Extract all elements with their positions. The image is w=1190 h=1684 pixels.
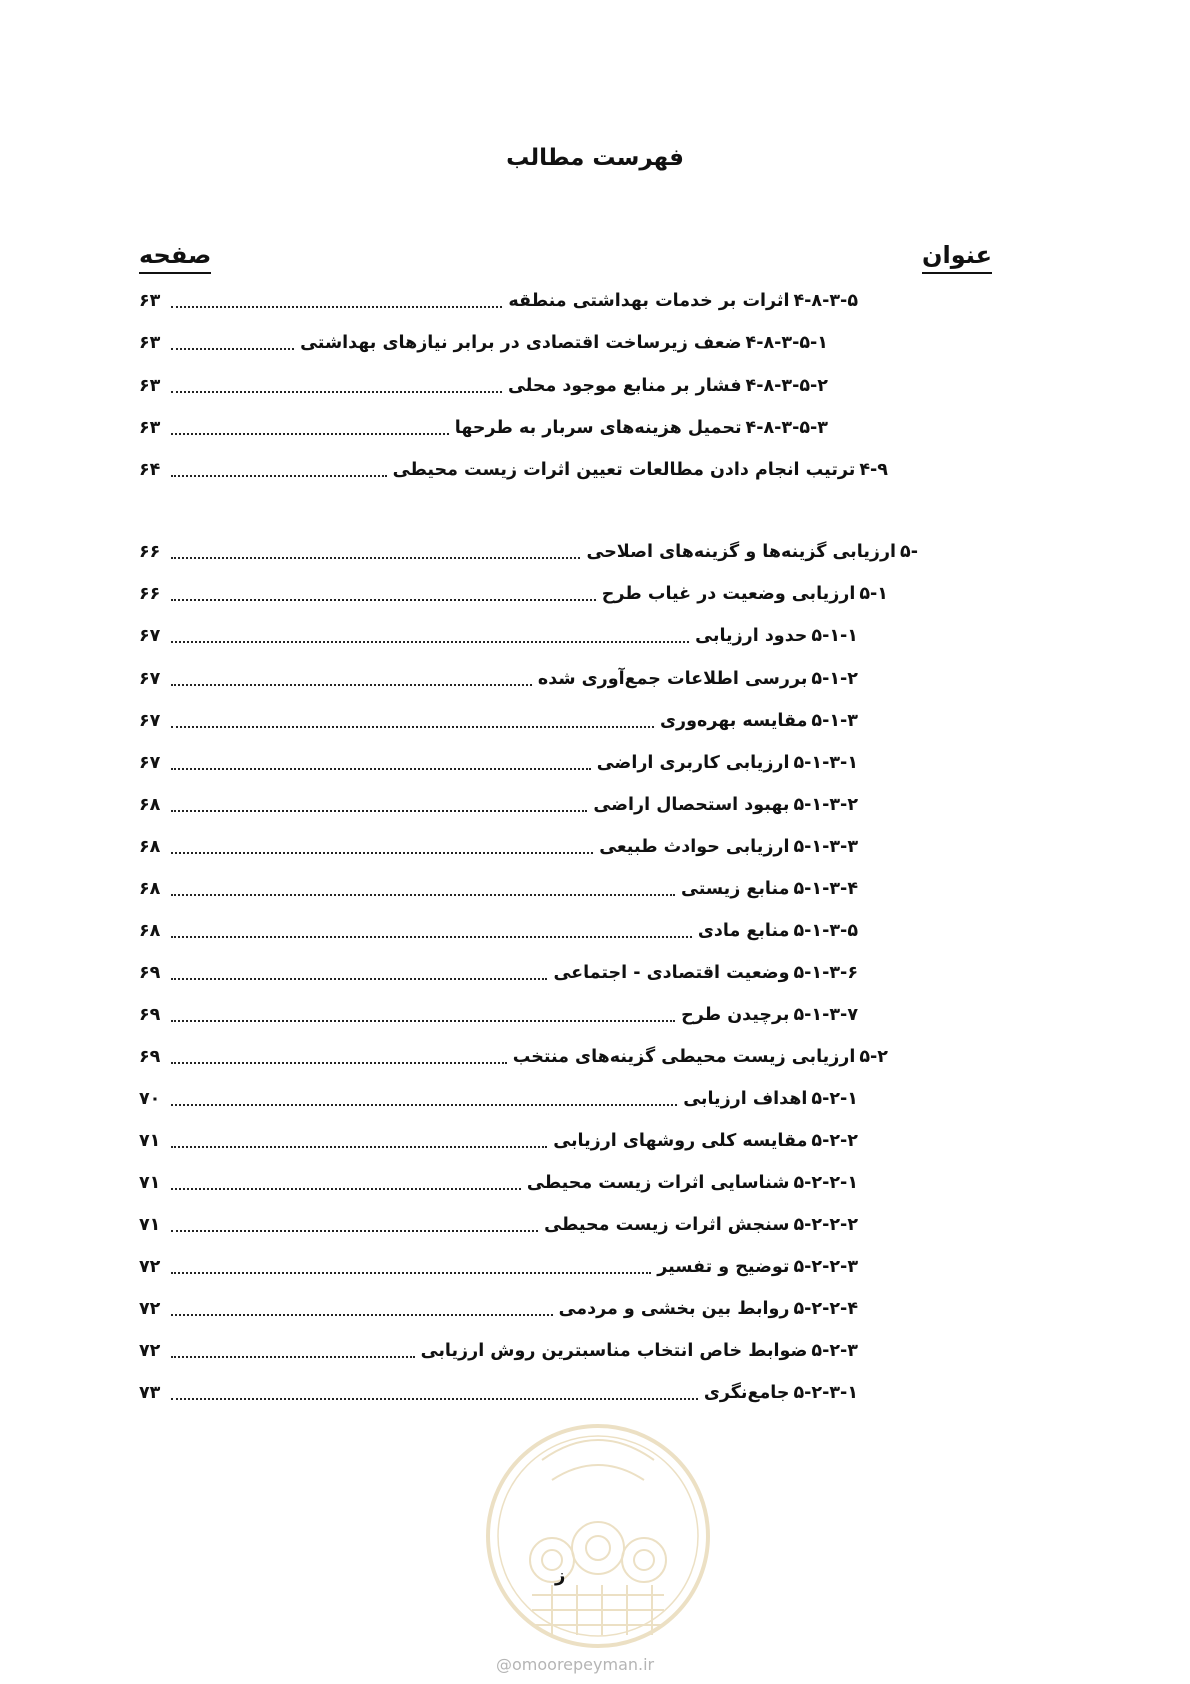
toc-entry-number: ۴-۸-۳-۵-۲ [745,376,828,396]
toc-entry[interactable] [139,1374,858,1408]
toc-entry-page: ۶۶ [139,584,161,604]
toc-entry[interactable] [139,702,858,736]
toc-entry-page: ۶۹ [139,1047,161,1067]
toc-entry-number: ۵-۱-۳-۴ [793,879,858,899]
dot-leader [171,433,449,435]
page-column-header: صفحه [139,240,211,274]
toc-entry-number: ۵-۱-۳ [811,711,858,731]
dot-leader [171,1356,415,1358]
dot-leader [171,475,387,477]
toc-entry[interactable] [139,1332,858,1366]
toc-entry-title: ضعف زیرساخت اقتصادی در برابر نیازهای بهداشتی [300,333,742,353]
watermark-seal-icon [482,1420,714,1652]
toc-entry-page: ۷۰ [139,1089,161,1109]
toc-entry-number: ۵-۲-۲-۱ [793,1173,858,1193]
toc-entry-page: ۶۳ [139,333,161,353]
toc-entry-title: مقایسه کلی روشهای ارزیابی [553,1131,808,1151]
dot-leader [171,1272,651,1274]
toc-entry-number: ۵-۱ [859,584,888,604]
toc-entry-title: ارزیابی زیست محیطی گزینه‌های منتخب [512,1047,856,1067]
toc-entry-number: ۵-۲-۳ [811,1341,858,1361]
toc-entry-number: ۴-۸-۳-۵ [793,291,858,311]
toc-entry-page: ۷۲ [139,1257,161,1277]
toc-entry-number: ۴-۸-۳-۵-۳ [745,418,828,438]
dot-leader [171,1398,698,1400]
toc-entry-page: ۶۹ [139,1005,161,1025]
toc-entry-title: جامع‌نگری [703,1383,790,1403]
toc-entry[interactable] [139,1038,888,1072]
dot-leader [171,1314,553,1316]
dot-leader [171,810,587,812]
dot-leader [171,936,692,938]
toc-entry-page: ۶۶ [139,542,161,562]
dot-leader [171,894,675,896]
toc-entry-number: ۵-۲-۲ [811,1131,858,1151]
toc-entry-title: اهداف ارزیابی [683,1089,808,1109]
toc-entry-title: تحمیل هزینه‌های سربار به طرحها [454,418,742,438]
toc-entry-page: ۶۷ [139,626,161,646]
toc-entry-page: ۷۱ [139,1131,161,1151]
toc-entry[interactable] [139,409,828,443]
toc-entry-title: ارزیابی کاربری اراضی [596,753,790,773]
dot-leader [171,306,502,308]
watermark-site-text: @omoorepeyman.ir [496,1655,655,1674]
toc-entry-title: وضعیت اقتصادی - اجتماعی [553,963,790,983]
footer-page-number: ز [555,1565,566,1586]
dot-leader [171,1020,675,1022]
toc-entry-page: ۷۱ [139,1215,161,1235]
toc-entry-number: ۵-۱-۳-۳ [793,837,858,857]
toc-entry[interactable] [139,533,918,567]
toc-entry-number: ۴-۹ [859,460,888,480]
toc-entry[interactable] [139,1248,858,1282]
toc-entry-number: ۵-۲-۱ [811,1089,858,1109]
toc-entry-number: ۵-۱-۳-۶ [793,963,858,983]
toc-entry[interactable] [139,617,858,651]
toc-entry-title: روابط بین بخشی و مردمی [558,1299,790,1319]
toc-entry[interactable] [139,575,888,609]
dot-leader [171,599,596,601]
dot-leader [171,768,591,770]
dot-leader [171,1230,538,1232]
toc-entry-title: بررسی اطلاعات جمع‌آوری شده [537,669,808,689]
toc-entry-number: ۴-۸-۳-۵-۱ [745,333,828,353]
toc-entry[interactable] [139,324,828,358]
toc-entry-page: ۶۳ [139,376,161,396]
dot-leader [171,684,532,686]
toc-entry[interactable] [139,367,828,401]
toc-entry-page: ۶۳ [139,291,161,311]
toc-entry-page: ۶۴ [139,460,161,480]
dot-leader [171,726,654,728]
toc-entry[interactable] [139,828,858,862]
toc-entry-title: منابع زیستی [681,879,790,899]
toc-entry-page: ۷۲ [139,1299,161,1319]
toc-entry-title: ترتیب انجام دادن مطالعات تعیین اثرات زیست محیطی [392,460,856,480]
toc-entry-number: ۵-۲-۲-۴ [793,1299,858,1319]
toc-entry-title: ارزیابی گزینه‌ها و گزینه‌های اصلاحی [586,542,897,562]
toc-entry[interactable] [139,1290,858,1324]
dot-leader [171,348,294,350]
toc-entry-number: ۵-۲-۳-۱ [793,1383,858,1403]
toc-entry-page: ۶۷ [139,711,161,731]
toc-entry[interactable] [139,786,858,820]
page-title: فهرست مطالب [506,145,684,171]
toc-entry-page: ۶۷ [139,753,161,773]
dot-leader [171,1104,677,1106]
toc-entry-number: ۵-۱-۲ [811,669,858,689]
toc-entry-page: ۶۸ [139,921,161,941]
toc-entry-title: فشار بر منابع موجود محلی [508,376,742,396]
toc-entry-number: ۵-۲-۲-۳ [793,1257,858,1277]
dot-leader [171,1062,507,1064]
toc-entry-number: ۵- [900,542,918,562]
toc-entry[interactable] [139,1164,858,1198]
toc-entry-title: منابع مادی [697,921,790,941]
toc-entry-title: برچیدن طرح [681,1005,790,1025]
toc-entry-page: ۶۳ [139,418,161,438]
title-column-header: عنوان [922,240,992,274]
toc-entry-page: ۷۱ [139,1173,161,1193]
dot-leader [171,641,689,643]
toc-entry[interactable] [139,1122,858,1156]
toc-entry-number: ۵-۱-۱ [811,626,858,646]
toc-entry[interactable] [139,870,858,904]
toc-entry[interactable] [139,1206,858,1240]
toc-entry-number: ۵-۱-۳-۲ [793,795,858,815]
toc-entry[interactable] [139,954,858,988]
toc-entry-page: ۶۹ [139,963,161,983]
toc-entry[interactable] [139,996,858,1030]
toc-entry-page: ۶۸ [139,837,161,857]
toc-entry-title: مقایسه بهره‌وری [660,711,808,731]
toc-entry-page: ۷۳ [139,1383,161,1403]
toc-entry-number: ۵-۱-۳-۵ [793,921,858,941]
toc-entry-title: شناسایی اثرات زیست محیطی [526,1173,790,1193]
toc-entry-title: ارزیابی وضعیت در غیاب طرح [601,584,856,604]
toc-entry-title: بهبود استحصال اراضی [593,795,790,815]
toc-entry-title: ارزیابی حوادث طبیعی [599,837,790,857]
toc-entry[interactable] [139,912,858,946]
toc-entry-number: ۵-۲ [859,1047,888,1067]
toc-entry[interactable] [139,1080,858,1114]
dot-leader [171,852,593,854]
toc-entry-title: ضوابط خاص انتخاب مناسبترین روش ارزیابی [420,1341,808,1361]
toc-entry-title: سنجش اثرات زیست محیطی [544,1215,790,1235]
toc-entry-number: ۵-۲-۲-۲ [793,1215,858,1235]
toc-entry-number: ۵-۱-۳-۱ [793,753,858,773]
toc-entry[interactable] [139,451,888,485]
toc-entry[interactable] [139,744,858,778]
dot-leader [171,1188,521,1190]
dot-leader [171,557,580,559]
toc-entry-page: ۶۷ [139,669,161,689]
toc-entry[interactable] [139,282,858,316]
toc-entry-title: حدود ارزیابی [695,626,808,646]
toc-entry-title: توضیح و تفسیر [657,1257,790,1277]
toc-entry-number: ۵-۱-۳-۷ [793,1005,858,1025]
toc-entry-page: ۷۲ [139,1341,161,1361]
dot-leader [171,391,502,393]
dot-leader [171,978,547,980]
toc-entry-page: ۶۸ [139,879,161,899]
toc-entry-page: ۶۸ [139,795,161,815]
dot-leader [171,1146,547,1148]
toc-entry[interactable] [139,660,858,694]
toc-entry-title: اثرات بر خدمات بهداشتی منطقه [508,291,790,311]
